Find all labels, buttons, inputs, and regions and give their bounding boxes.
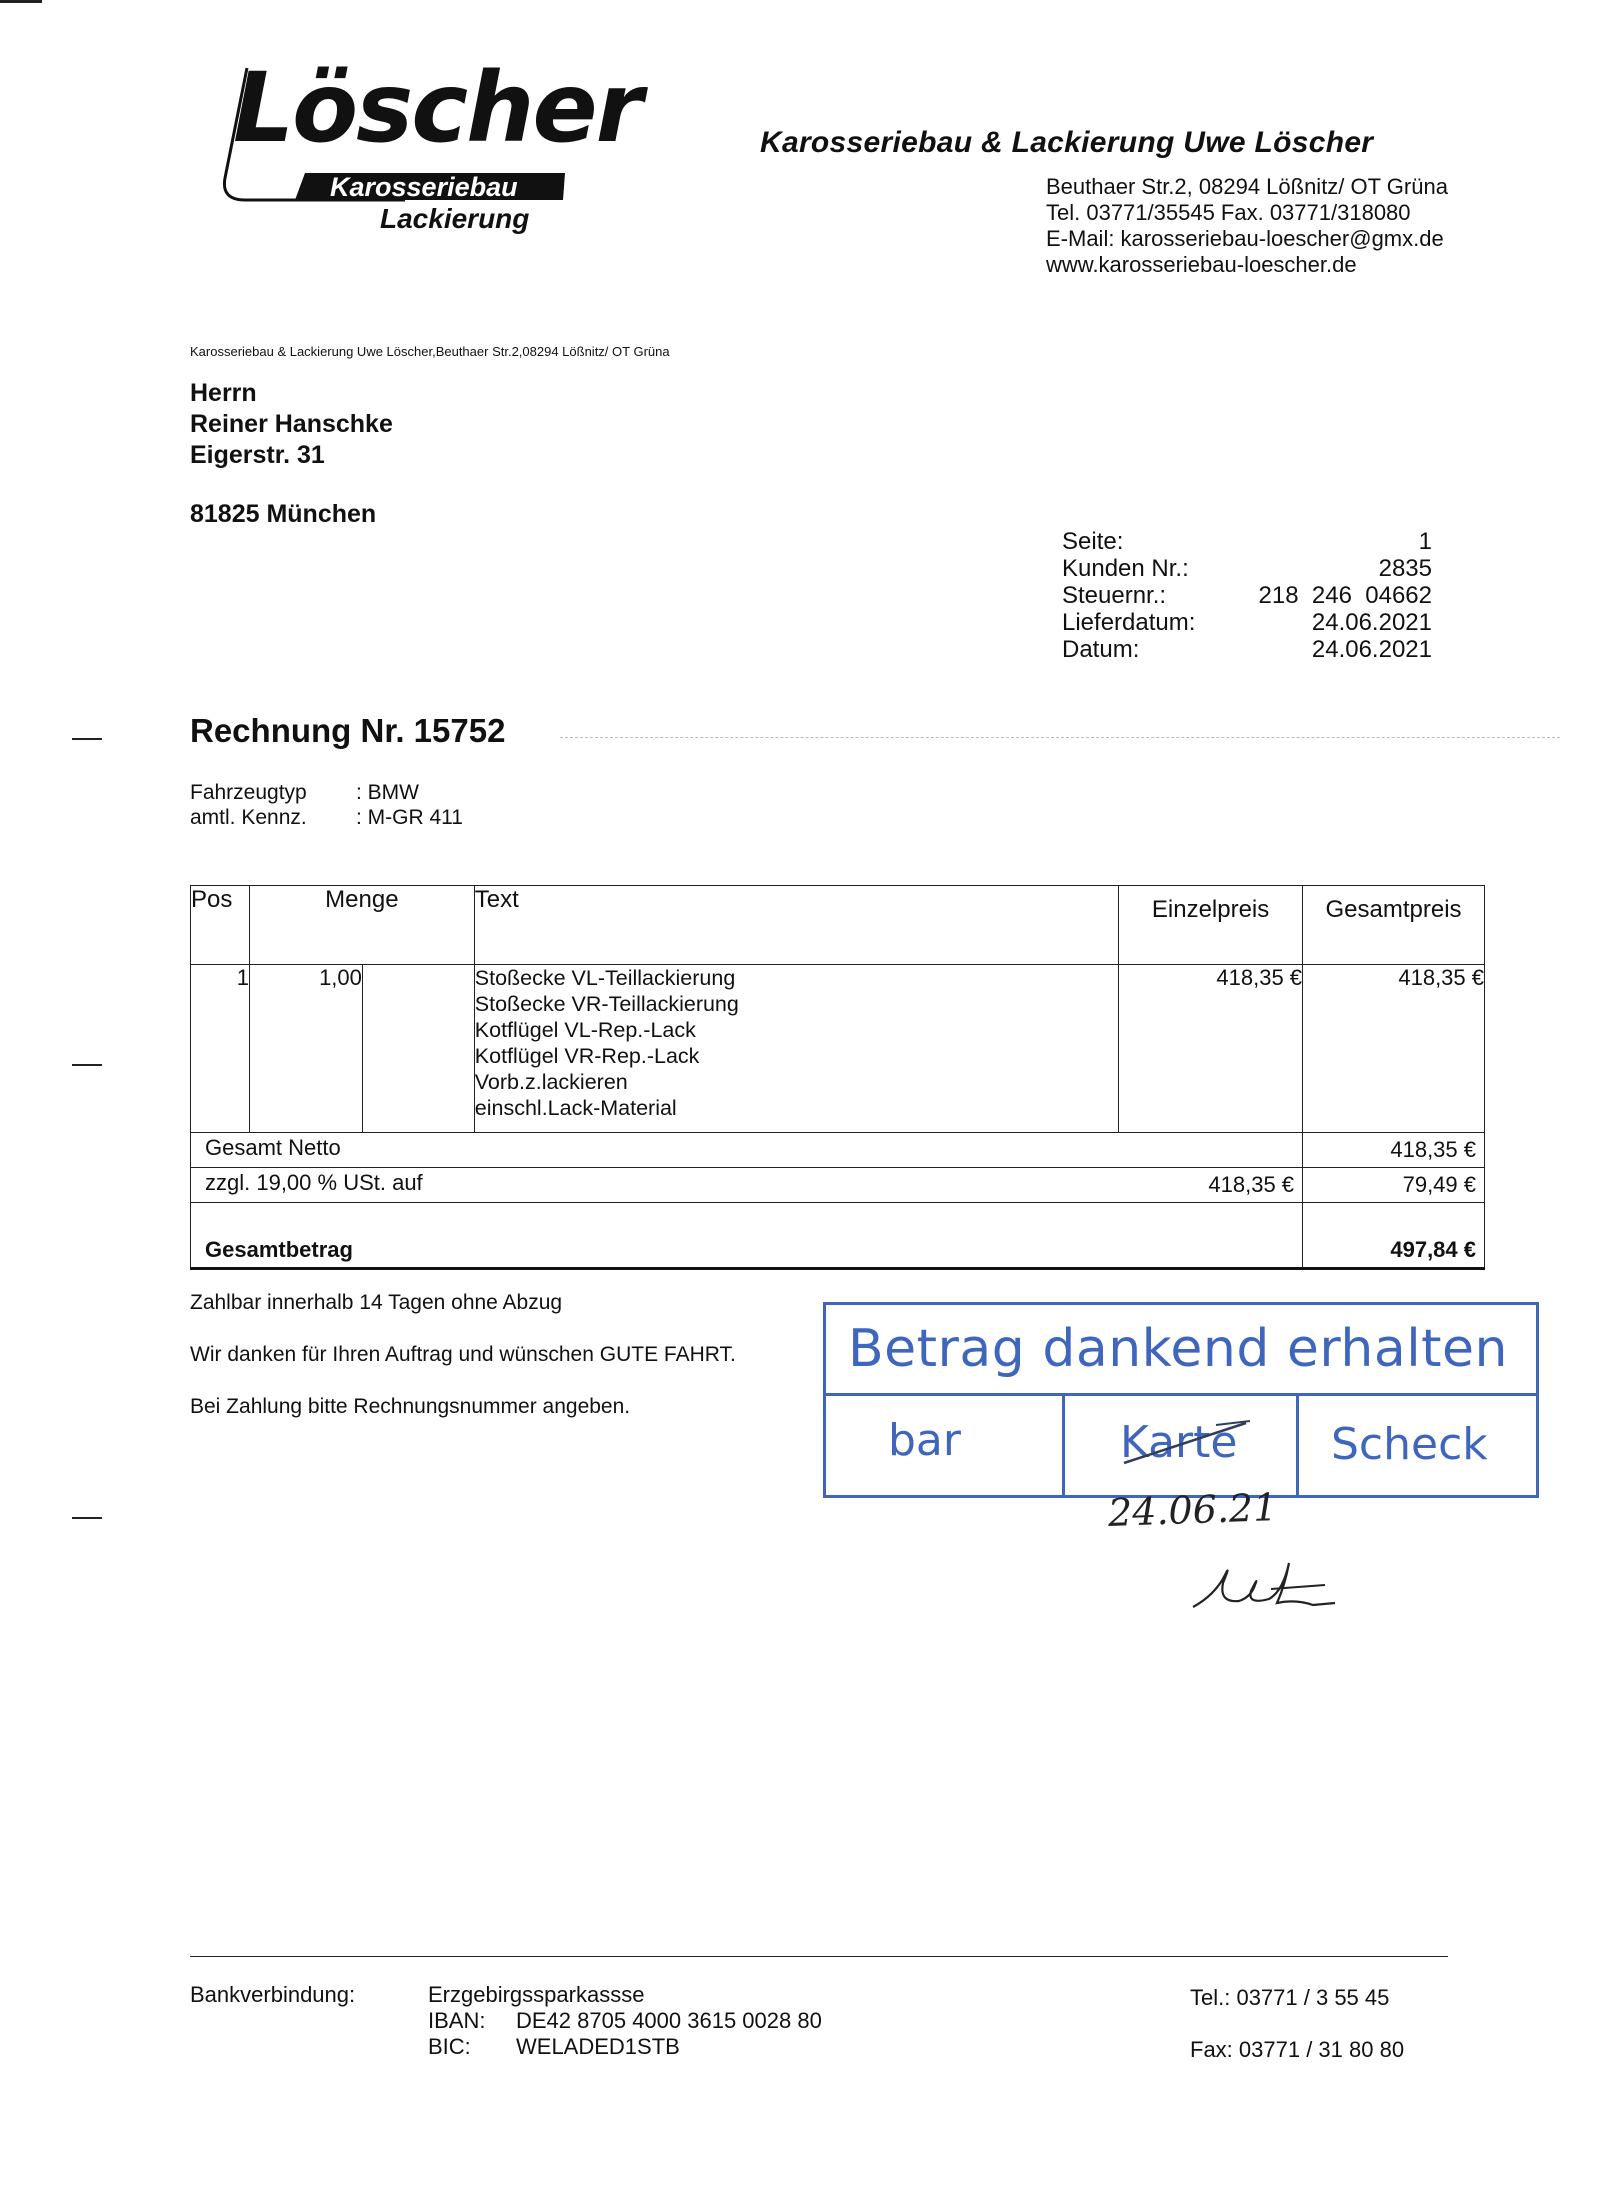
netto-label: Gesamt Netto [191, 1133, 1303, 1168]
meta-row: Steuernr.: 218 246 04662 [1062, 582, 1432, 609]
company-name: Karosseriebau & Lackierung Uwe Löscher [760, 126, 1374, 159]
row-empty [362, 965, 474, 1133]
bic-label: BIC: [428, 2034, 471, 2059]
fold-mark [72, 1517, 102, 1519]
sender-line: Karosseriebau & Lackierung Uwe Löscher,Beuthaer Str.2,08294 Lößnitz/ OT Grüna [190, 344, 670, 359]
vehicle-type-label: Fahrzeugtyp [190, 781, 307, 804]
invoice-title: Rechnung Nr. 15752 [190, 712, 506, 749]
meta-row: Seite: 1 [1062, 528, 1432, 555]
company-web: www.karosseriebau-loescher.de [1046, 252, 1357, 277]
vehicle-info [190, 780, 463, 830]
stamp-divider [1296, 1393, 1299, 1495]
header-pos: Pos [191, 886, 250, 965]
company-phone-fax: Tel. 03771/35545 Fax. 03771/318080 [1046, 200, 1411, 225]
netto-value: 418,35 € [1303, 1133, 1485, 1168]
stamp-option-scheck: Scheck [1331, 1419, 1488, 1470]
bic-value: WELADED1STB [516, 2034, 680, 2059]
company-info [1046, 174, 1448, 278]
fold-mark [72, 738, 102, 740]
header-gesamtpreis: Gesamtpreis [1303, 886, 1485, 965]
total-row [191, 1203, 1485, 1269]
ust-base: 418,35 € [1119, 1168, 1303, 1203]
stamp-divider [826, 1393, 1536, 1396]
bank-name: Erzgebirgssparkassse [428, 1982, 645, 2007]
row-einzelpreis: 418,35 € [1119, 965, 1303, 1133]
vehicle-plate-value: : M-GR 411 [356, 806, 463, 829]
vehicle-plate-label: amtl. Kennz. [190, 806, 307, 829]
row-text: Stoßecke VL-Teillackierung Stoßecke VR-Teillackierung Kotflügel VL-Rep.-Lack Kotflügel VR-Rep.-Lack Vorb.z.lackieren einschl.Lack-Material [474, 965, 1118, 1133]
stamp-divider [1062, 1393, 1065, 1495]
footer-tel: Tel.: 03771 / 3 55 45 [1190, 1985, 1390, 2010]
thank-you-note: Wir danken für Ihren Auftrag und wünschen GUTE FAHRT. [190, 1343, 736, 1366]
company-email: E-Mail: karosseriebau-loescher@gmx.de [1046, 226, 1444, 251]
vehicle-type-value: : BMW [356, 781, 419, 804]
meta-row: Datum: 24.06.2021 [1062, 636, 1432, 663]
fold-mark [72, 1064, 102, 1066]
payment-stamp [823, 1302, 1539, 1498]
iban-label: IBAN: [428, 2008, 486, 2033]
iban-value: DE42 8705 4000 3615 0028 80 [516, 2008, 822, 2033]
netto-row [191, 1133, 1485, 1168]
logo-line2: Lackierung [380, 203, 530, 234]
invoice-meta [1062, 528, 1432, 663]
recipient-street: Eigerstr. 31 [190, 441, 325, 469]
strike-through-mark [1116, 1415, 1256, 1475]
recipient-address [190, 378, 393, 530]
handwritten-date: 24.06.21 [1107, 1485, 1278, 1535]
meta-row: Lieferdatum: 24.06.2021 [1062, 609, 1432, 636]
ust-value: 79,49 € [1303, 1168, 1485, 1203]
meta-row: Kunden Nr.: 2835 [1062, 555, 1432, 582]
logo-wordmark: Löscher [233, 52, 641, 164]
company-logo [185, 52, 641, 235]
stamp-title: Betrag dankend erhalten [848, 1319, 1508, 1379]
row-pos: 1 [191, 965, 250, 1133]
ust-label: zzgl. 19,00 % USt. auf [191, 1168, 1119, 1203]
scan-mark [0, 0, 42, 3]
payment-terms: Zahlbar innerhalb 14 Tagen ohne Abzug [190, 1291, 563, 1314]
total-label: Gesamtbetrag [191, 1203, 1303, 1269]
recipient-city: 81825 München [190, 500, 377, 528]
bank-details [428, 1982, 822, 2060]
stamp-option-karte: Karte [1120, 1417, 1238, 1468]
bank-label: Bankverbindung: [190, 1982, 356, 2007]
row-gesamtpreis: 418,35 € [1303, 965, 1485, 1133]
header-menge: Menge [249, 886, 474, 965]
recipient-name: Reiner Hanschke [190, 410, 393, 438]
company-address: Beuthaer Str.2, 08294 Lößnitz/ OT Grüna [1046, 174, 1448, 199]
table-header [191, 886, 1485, 965]
logo-line1: Karosseriebau [330, 172, 518, 202]
items-table [190, 885, 1485, 1270]
stamp-option-bar: bar [888, 1415, 961, 1466]
row-menge: 1,00 [249, 965, 362, 1133]
total-value: 497,84 € [1303, 1203, 1485, 1269]
reference-note: Bei Zahlung bitte Rechnungsnummer angeben. [190, 1395, 631, 1418]
title-rule [560, 737, 1560, 738]
header-text: Text [474, 886, 1118, 965]
footer-fax: Fax: 03771 / 31 80 80 [1190, 2037, 1405, 2062]
header-einzelpreis: Einzelpreis [1119, 886, 1303, 965]
table-row [191, 965, 1485, 1133]
recipient-salutation: Herrn [190, 379, 257, 407]
footer-rule [190, 1956, 1448, 1957]
ust-row [191, 1168, 1485, 1203]
signature [1185, 1545, 1345, 1625]
